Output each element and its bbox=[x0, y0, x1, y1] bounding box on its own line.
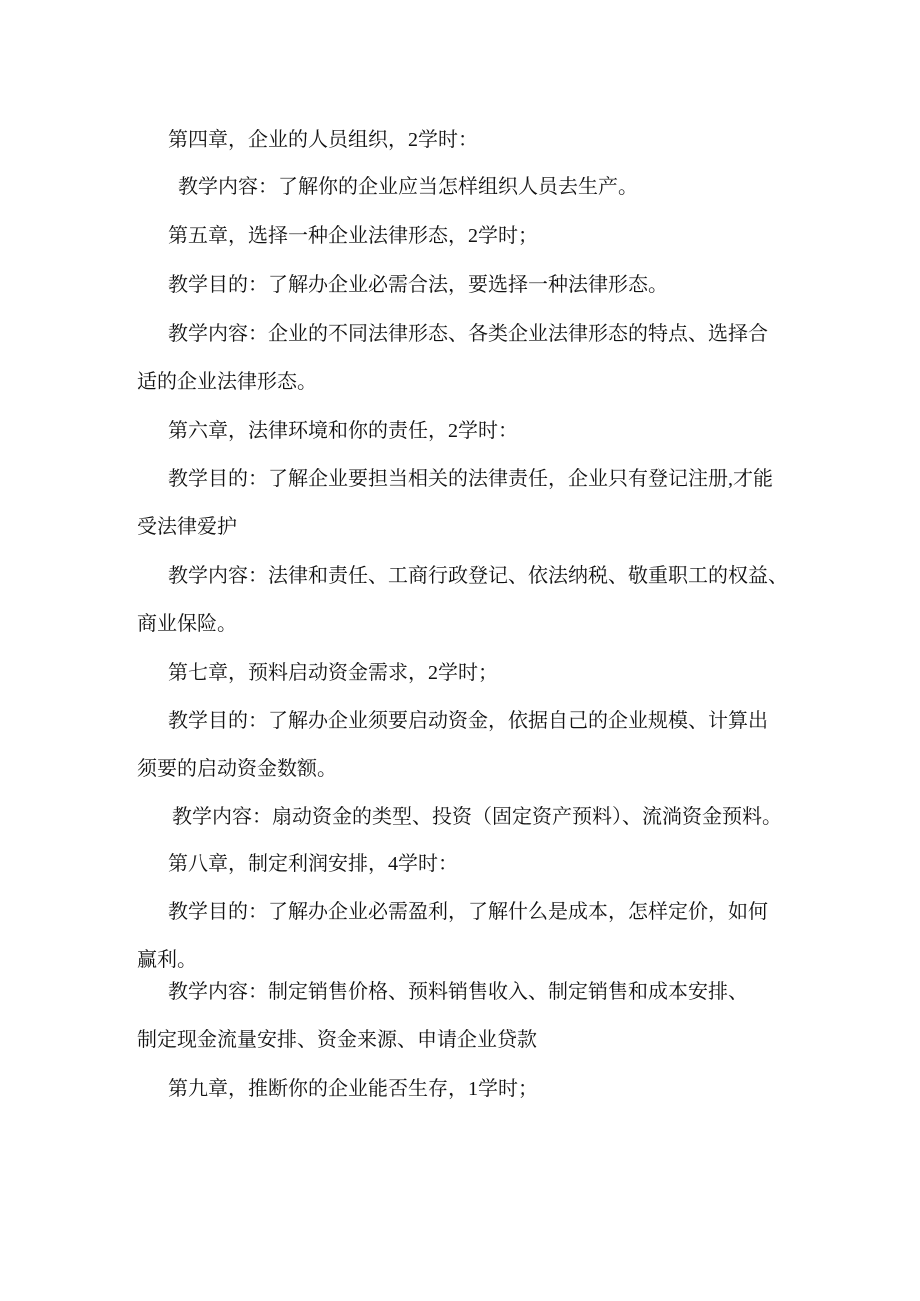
chapter-heading-6: 第六章，法律环境和你的责任，2学时： bbox=[168, 420, 518, 442]
teaching-content: 教学内容：扇动资金的类型、投资（固定资产预料）、流淌资金预料。 bbox=[172, 806, 782, 828]
teaching-content-cont: 商业保险。 bbox=[137, 613, 237, 635]
chapter-heading-8: 第八章，制定利润安排，4学时： bbox=[168, 853, 458, 875]
teaching-content-cont: 适的企业法律形态。 bbox=[137, 371, 317, 393]
teaching-goal: 教学目的：了解办企业必需合法，要选择一种法律形态。 bbox=[168, 274, 668, 296]
chapter-heading-9: 第九章，推断你的企业能否生存，1学时； bbox=[168, 1078, 538, 1100]
teaching-content: 教学内容：企业的不同法律形态、各类企业法律形态的特点、选择合 bbox=[168, 323, 768, 345]
teaching-goal-cont: 须要的启动资金数额。 bbox=[137, 758, 337, 780]
teaching-content: 教学内容：了解你的企业应当怎样组织人员去生产。 bbox=[178, 176, 638, 198]
teaching-content: 教学内容：法律和责任、工商行政登记、依法纳税、敬重职工的权益、 bbox=[168, 565, 788, 587]
chapter-heading-4: 第四章，企业的人员组织，2学时： bbox=[168, 129, 478, 151]
chapter-heading-7: 第七章，预料启动资金需求，2学时； bbox=[168, 662, 498, 684]
chapter-heading-5: 第五章，选择一种企业法律形态，2学时； bbox=[168, 225, 538, 247]
teaching-goal-cont: 赢利。 bbox=[137, 949, 197, 971]
teaching-content: 教学内容：制定销售价格、预料销售收入、制定销售和成本安排、 bbox=[168, 981, 748, 1003]
teaching-content-cont: 制定现金流量安排、资金来源、申请企业贷款 bbox=[137, 1029, 537, 1051]
teaching-goal-cont: 受法律爱护 bbox=[137, 516, 237, 538]
teaching-goal: 教学目的：了解企业要担当相关的法律责任，企业只有登记注册,才能 bbox=[168, 468, 773, 490]
teaching-goal: 教学目的：了解办企业必需盈利，了解什么是成本，怎样定价，如何 bbox=[168, 901, 768, 923]
teaching-goal: 教学目的：了解办企业须要启动资金，依据自己的企业规模、计算出 bbox=[168, 710, 768, 732]
